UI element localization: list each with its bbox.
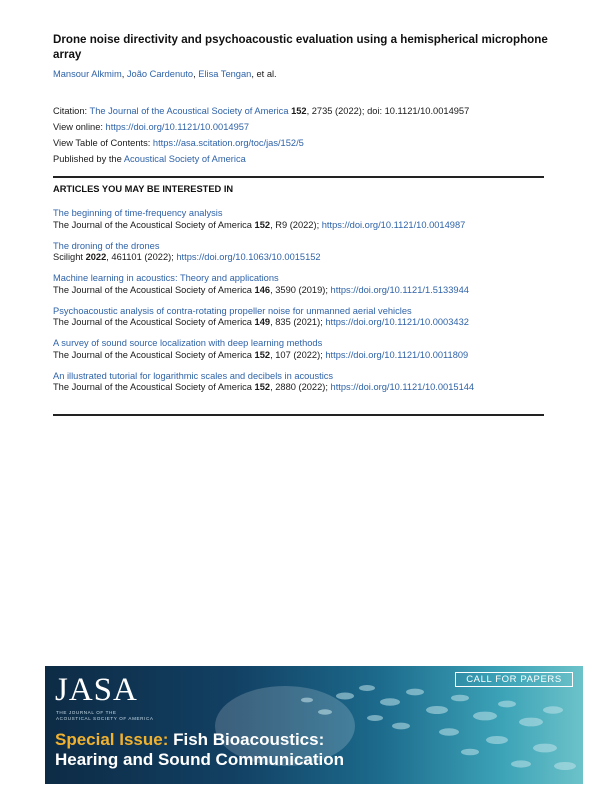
reference-pages: , R9 (2022);	[270, 219, 322, 230]
toc-line	[53, 135, 469, 151]
et-al: , et al.	[251, 69, 277, 79]
bottom-divider	[53, 414, 544, 416]
related-articles-list	[53, 208, 553, 403]
reference-volume: 152	[254, 382, 271, 392]
list-item	[53, 208, 553, 241]
reference-doi-link[interactable]: https://doi.org/10.1063/10.0015152	[176, 252, 321, 262]
publisher-link[interactable]: Acoustical Society of America	[123, 154, 246, 164]
reference-volume: 152	[254, 219, 271, 230]
reference-doi-link[interactable]: https://doi.org/10.1121/10.0011809	[325, 349, 469, 360]
citation-line	[53, 103, 469, 119]
citation-details: , 2735 (2022); doi: 10.1121/10.0014957	[306, 106, 470, 116]
author-link[interactable]: João Cardenuto	[126, 69, 194, 79]
reference-pages: , 461101 (2022);	[106, 252, 177, 262]
related-article-title-link[interactable]: The beginning of time-frequency analysis	[53, 208, 223, 218]
publisher-label: Published by the	[53, 154, 124, 164]
related-article-title-link[interactable]: Psychoacoustic analysis of contra-rotating propeller noise for unmanned aerial vehicles	[53, 305, 412, 316]
jasa-logo: JASA	[55, 672, 138, 708]
special-issue-title	[55, 730, 324, 750]
related-article-title-link[interactable]: An illustrated tutorial for logarithmic scales and decibels in acoustics	[53, 370, 334, 381]
call-for-papers-button[interactable]: CALL FOR PAPERS	[455, 672, 573, 687]
related-article-reference	[53, 252, 553, 264]
reference-volume: 152	[254, 349, 271, 360]
reference-journal: The Journal of the Acoustical Society of America	[53, 349, 255, 360]
special-issue-subtitle: Hearing and Sound Communication	[55, 750, 345, 769]
citation-volume: 152	[291, 106, 307, 116]
reference-doi-link[interactable]: https://doi.org/10.1121/10.0015144	[330, 382, 475, 392]
reference-journal: The Journal of the Acoustical Society of America	[53, 219, 255, 230]
reference-pages: , 2880 (2022);	[270, 382, 331, 392]
publisher-line	[53, 151, 469, 167]
special-issue-label: Special Issue:	[55, 730, 169, 749]
view-online-link[interactable]: https://doi.org/10.1121/10.0014957	[105, 122, 250, 132]
related-article-title-link[interactable]: Machine learning in acoustics: Theory and applications	[53, 273, 279, 283]
author-separator: ,	[121, 69, 127, 79]
reference-journal: The Journal of the Acoustical Society of America	[53, 284, 255, 295]
special-issue-banner[interactable]	[45, 666, 583, 784]
related-article-reference	[53, 220, 553, 232]
view-online-line	[53, 119, 469, 135]
reference-pages: , 107 (2022);	[270, 349, 326, 360]
citation-block	[53, 103, 469, 167]
journal-link[interactable]: The Journal of the Acoustical Society of America	[89, 106, 289, 116]
related-article-reference	[53, 382, 553, 394]
reference-volume: 2022	[85, 252, 107, 262]
reference-journal: Scilight	[53, 252, 86, 262]
author-separator: ,	[193, 69, 199, 79]
author-link[interactable]: Elisa Tengan	[198, 69, 252, 79]
related-article-reference	[53, 350, 553, 362]
reference-volume: 149	[254, 317, 271, 327]
related-articles-heading: ARTICLES YOU MAY BE INTERESTED IN	[53, 184, 234, 194]
article-title: Drone noise directivity and psychoacoustic evaluation using a hemispherical microphone array	[53, 33, 548, 61]
related-article-reference	[53, 285, 553, 297]
jasa-subtitle-line: THE JOURNAL OF THE	[56, 710, 117, 715]
list-item	[53, 371, 553, 404]
special-issue-topic: Fish Bioacoustics:	[168, 730, 325, 749]
reference-journal: The Journal of the Acoustical Society of America	[53, 317, 255, 327]
reference-journal: The Journal of the Acoustical Society of America	[53, 382, 255, 392]
citation-label: Citation:	[53, 106, 90, 116]
jasa-subtitle-line: ACOUSTICAL SOCIETY OF AMERICA	[56, 715, 154, 721]
view-online-label: View online:	[53, 122, 106, 132]
jasa-logo-subtitle	[56, 710, 154, 721]
top-divider	[53, 176, 544, 178]
list-item	[53, 241, 553, 274]
reference-doi-link[interactable]: https://doi.org/10.1121/1.5133944	[330, 284, 469, 295]
related-article-reference	[53, 317, 553, 329]
toc-link[interactable]: https://asa.scitation.org/toc/jas/152/5	[152, 138, 304, 148]
reference-doi-link[interactable]: https://doi.org/10.1121/10.0003432	[325, 317, 469, 327]
related-article-title-link[interactable]: The droning of the drones	[53, 240, 160, 251]
reference-pages: , 3590 (2019);	[270, 284, 331, 295]
related-article-title-link[interactable]: A survey of sound source localization with deep learning methods	[53, 338, 323, 348]
list-item	[53, 306, 553, 339]
reference-pages: , 835 (2021);	[270, 317, 326, 327]
author-link[interactable]: Mansour Alkmim	[53, 69, 122, 79]
author-list	[53, 68, 277, 80]
reference-volume: 146	[254, 284, 271, 295]
toc-label: View Table of Contents:	[53, 138, 153, 148]
reference-doi-link[interactable]: https://doi.org/10.1121/10.0014987	[321, 219, 466, 230]
list-item	[53, 273, 553, 306]
list-item	[53, 338, 553, 371]
